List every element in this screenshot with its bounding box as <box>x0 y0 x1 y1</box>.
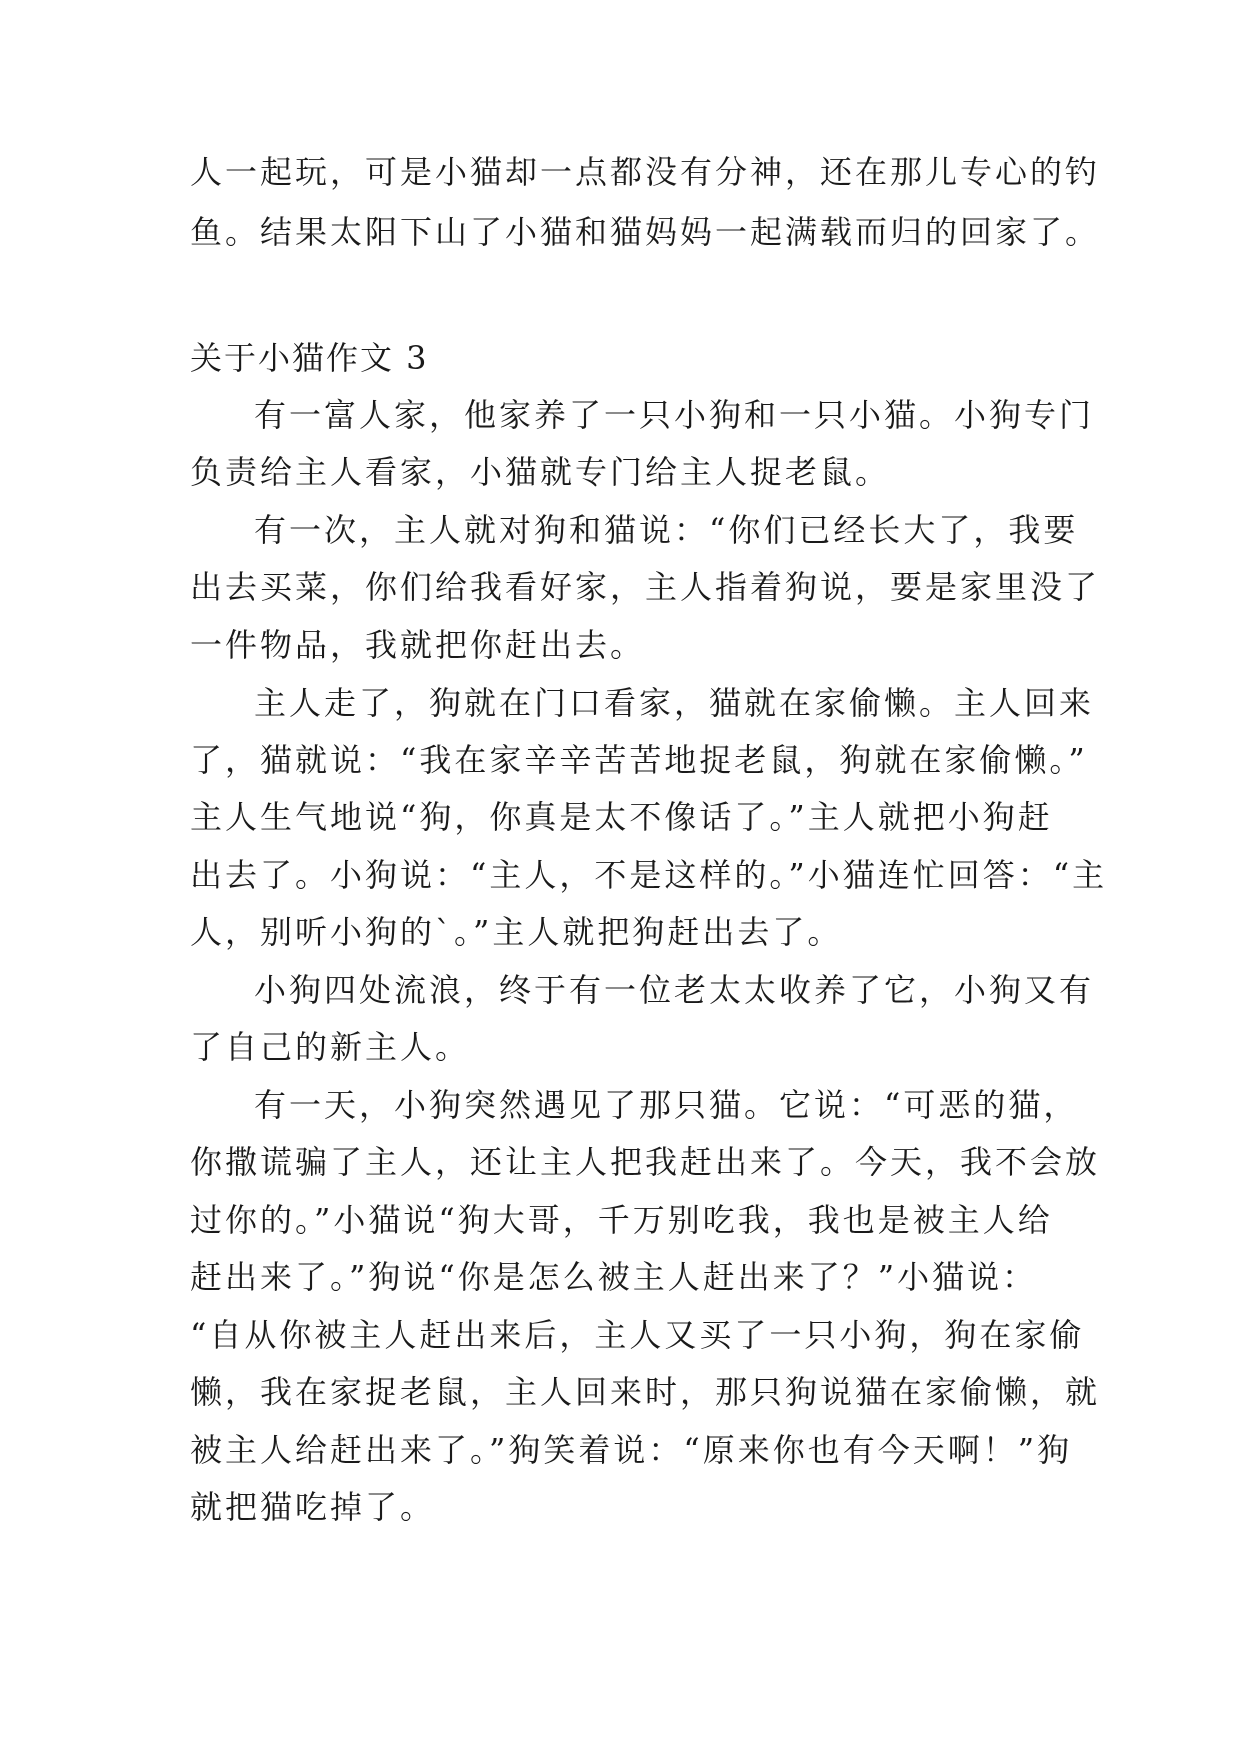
paragraph-line: 主人走了，狗就在门口看家，猫就在家偷懒。主人回来 <box>254 684 1095 722</box>
paragraph-line: 了自己的新主人。 <box>190 1028 471 1066</box>
paragraph-line: 负责给主人看家，小猫就专门给主人捉老鼠。 <box>190 453 891 491</box>
paragraph-line: 就把猫吃掉了。 <box>190 1488 436 1526</box>
paragraph-line: 一件物品，我就把你赶出去。 <box>190 626 646 664</box>
section-heading: 关于小猫作文 3 <box>190 339 429 377</box>
paragraph-line: 人，别听小狗的`。”主人就把狗赶出去了。 <box>190 913 843 951</box>
paragraph-line: 你撒谎骗了主人，还让主人把我赶出来了。今天，我不会放 <box>190 1143 1101 1181</box>
paragraph-line: 赶出来了。”狗说“你是怎么被主人赶出来了？”小猫说： <box>190 1258 1038 1296</box>
paragraph-line: 主人生气地说“狗，你真是太不像话了。”主人就把小狗赶 <box>190 798 1053 836</box>
paragraph-line: “自从你被主人赶出来后，主人又买了一只小狗，狗在家偷 <box>190 1316 1085 1354</box>
paragraph-line: 出去买菜，你们给我看好家，主人指着狗说，要是家里没了 <box>190 568 1101 606</box>
paragraph-line: 有一天，小狗突然遇见了那只猫。它说：“可恶的猫， <box>254 1086 1079 1124</box>
paragraph-line: 人一起玩，可是小猫却一点都没有分神，还在那儿专心的钓 <box>190 153 1101 191</box>
paragraph-line: 懒，我在家捉老鼠，主人回来时，那只狗说猫在家偷懒，就 <box>190 1373 1101 1411</box>
paragraph-line: 小狗四处流浪，终于有一位老太太收养了它，小狗又有 <box>254 971 1095 1009</box>
paragraph-line: 有一富人家，他家养了一只小狗和一只小猫。小狗专门 <box>254 396 1095 434</box>
paragraph-line: 出去了。小狗说：“主人，不是这样的。”小猫连忙回答：“主 <box>190 856 1108 894</box>
paragraph-line: 被主人给赶出来了。”狗笑着说：“原来你也有今天啊！”狗 <box>190 1431 1073 1469</box>
paragraph-line: 了，猫就说：“我在家辛辛苦苦地捉老鼠，狗就在家偷懒。” <box>190 741 1088 779</box>
paragraph-line: 过你的。”小猫说“狗大哥，千万别吃我，我也是被主人给 <box>190 1201 1053 1239</box>
paragraph-line: 鱼。结果太阳下山了小猫和猫妈妈一起满载而归的回家了。 <box>190 213 1101 251</box>
paragraph-line: 有一次，主人就对狗和猫说：“你们已经长大了，我要 <box>254 511 1079 549</box>
